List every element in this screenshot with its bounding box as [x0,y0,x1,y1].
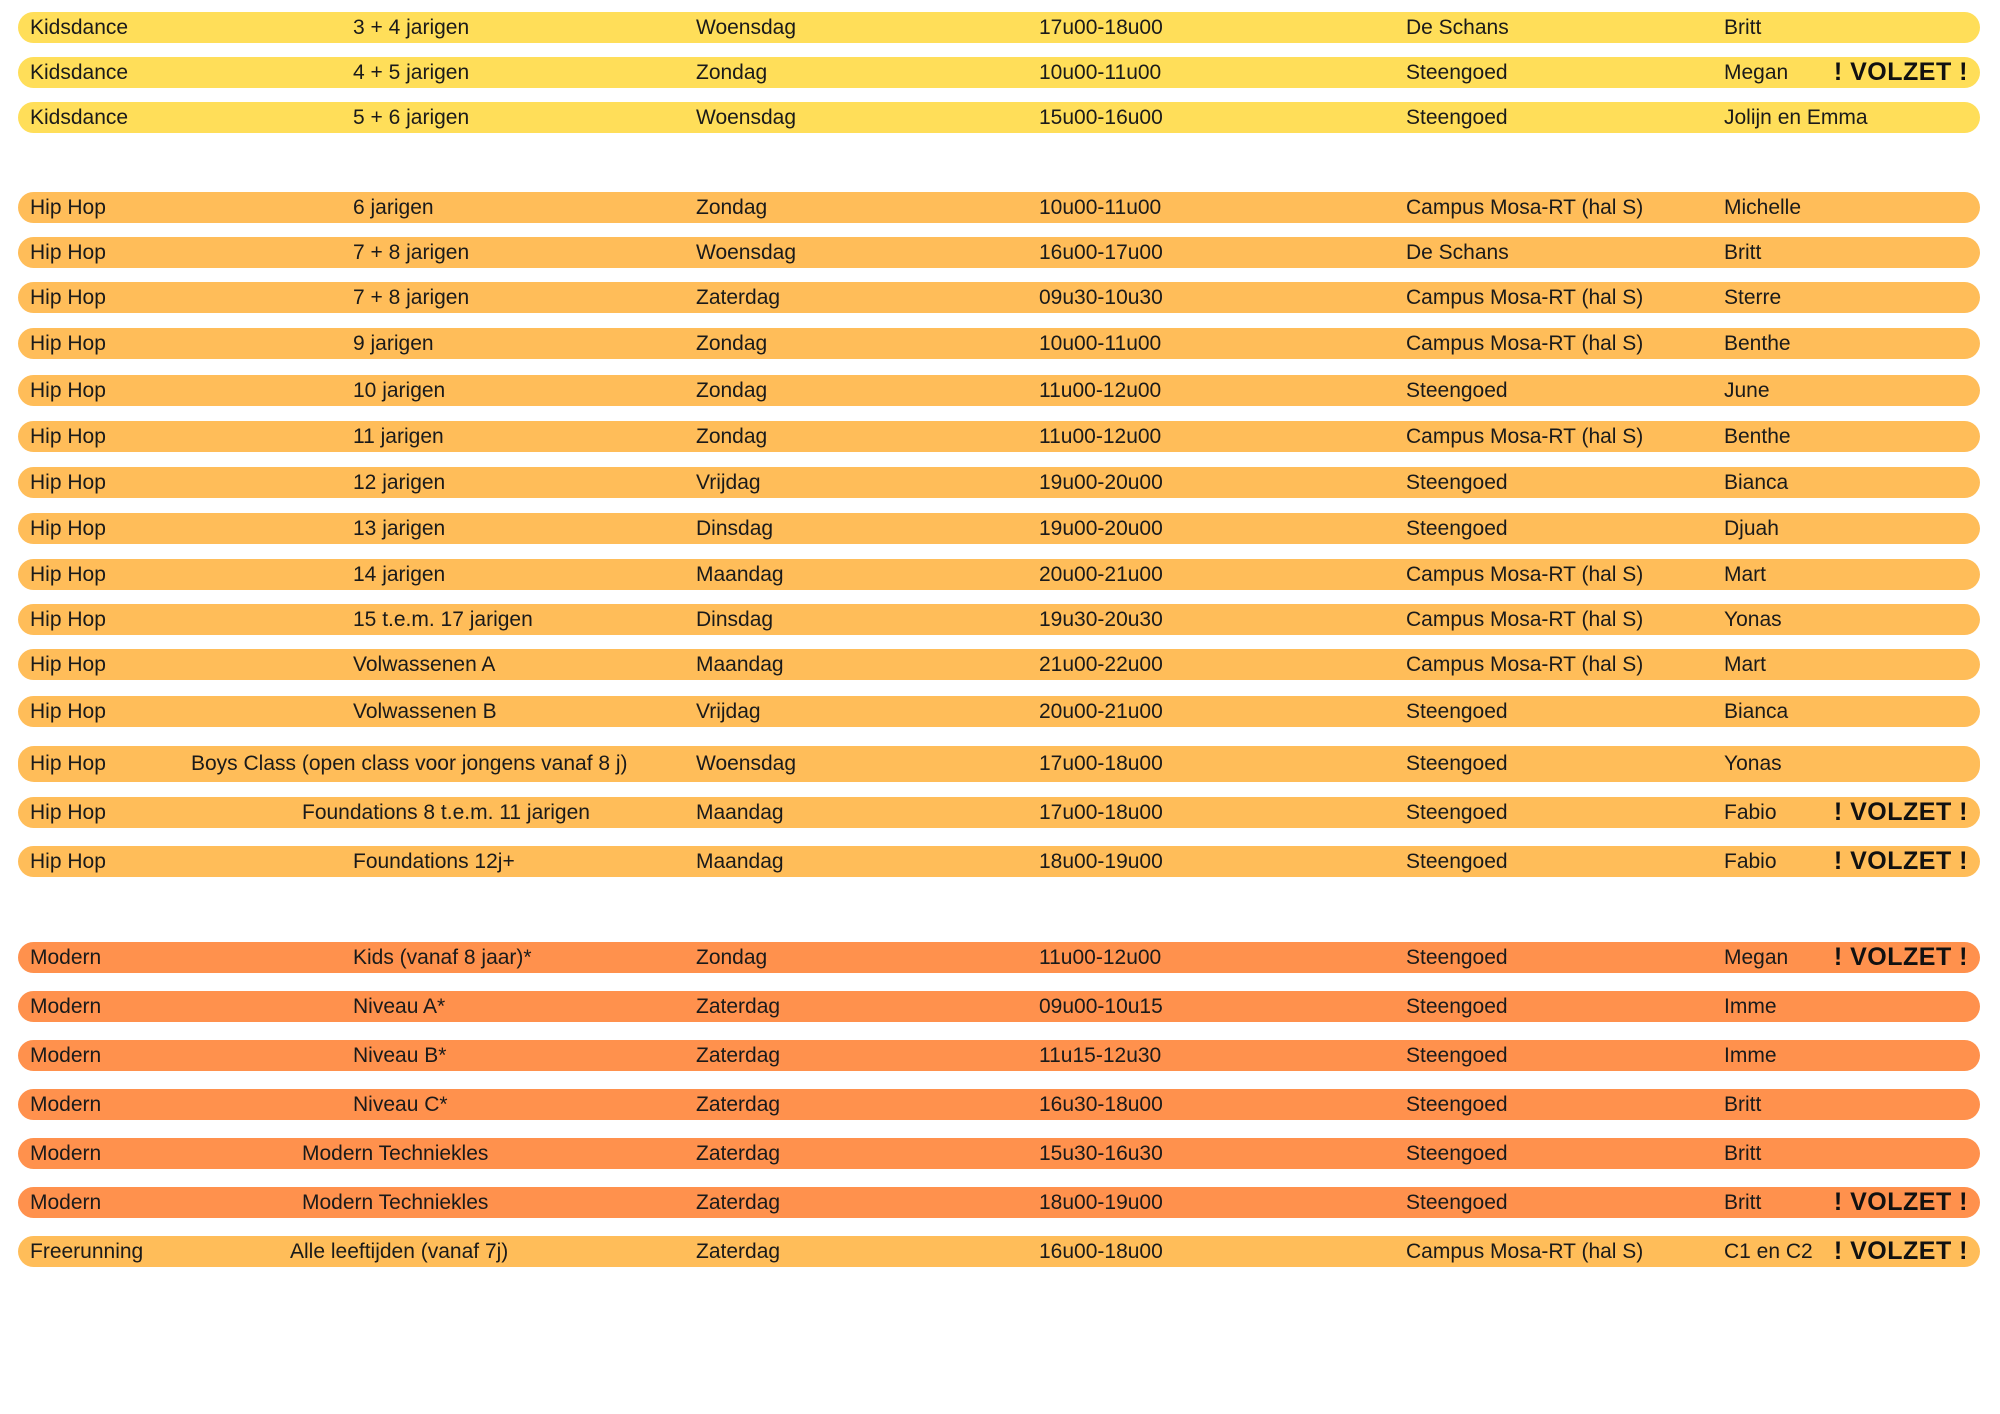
dance-style-cell: Kidsdance [30,106,129,129]
location-cell: Campus Mosa-RT (hal S) [1406,332,1644,355]
day-cell: Vrijdag [696,471,761,494]
location-cell: Campus Mosa-RT (hal S) [1406,425,1644,448]
time-cell: 18u00-19u00 [1039,850,1163,873]
schedule-row [18,282,1980,313]
day-cell: Zondag [696,61,768,84]
teacher-cell: Benthe [1724,425,1791,448]
day-cell: Dinsdag [696,608,774,631]
day-cell: Zaterdag [696,1093,781,1116]
location-cell: Campus Mosa-RT (hal S) [1406,563,1644,586]
dance-style-cell: Modern [30,1142,102,1165]
dance-style-cell: Hip Hop [30,653,106,676]
schedule-row [18,991,1980,1022]
full-badge: ! VOLZET ! [1833,1188,1968,1216]
day-cell: Zaterdag [696,286,781,309]
day-cell: Zaterdag [696,995,781,1018]
day-cell: Vrijdag [696,700,761,723]
time-cell: 15u30-16u30 [1039,1142,1163,1165]
age-group-cell: Modern Techniekles [302,1142,489,1165]
teacher-cell: Britt [1724,1142,1762,1165]
day-cell: Zaterdag [696,1240,781,1263]
full-badge: ! VOLZET ! [1833,847,1968,875]
time-cell: 20u00-21u00 [1039,700,1163,723]
age-group-cell: 7 + 8 jarigen [353,241,470,264]
location-cell: Steengoed [1406,106,1508,129]
teacher-cell: Yonas [1724,752,1782,775]
location-cell: De Schans [1406,16,1509,39]
age-group-cell: 3 + 4 jarigen [353,16,470,39]
teacher-cell: Mart [1724,653,1766,676]
teacher-cell: Britt [1724,16,1762,39]
age-group-cell: Foundations 12j+ [353,850,515,873]
location-cell: Steengoed [1406,471,1508,494]
teacher-cell: Imme [1724,995,1777,1018]
location-cell: Steengoed [1406,517,1508,540]
teacher-cell: Benthe [1724,332,1791,355]
age-group-cell: 15 t.e.m. 17 jarigen [353,608,533,631]
dance-style-cell: Hip Hop [30,241,106,264]
schedule-row [18,467,1980,498]
teacher-cell: Fabio [1724,801,1777,824]
schedule-row [18,57,1980,88]
time-cell: 11u15-12u30 [1039,1044,1162,1067]
location-cell: Steengoed [1406,995,1508,1018]
time-cell: 16u30-18u00 [1039,1093,1163,1116]
dance-style-cell: Hip Hop [30,379,106,402]
location-cell: Steengoed [1406,1142,1508,1165]
schedule-row [18,192,1980,223]
time-cell: 09u00-10u15 [1039,995,1163,1018]
schedule-row [18,513,1980,544]
age-group-cell: 9 jarigen [353,332,434,355]
time-cell: 19u30-20u30 [1039,608,1163,631]
teacher-cell: Bianca [1724,700,1789,723]
schedule-row [18,1187,1980,1218]
dance-style-cell: Hip Hop [30,286,106,309]
day-cell: Zondag [696,332,768,355]
schedule-row [18,1040,1980,1071]
location-cell: Steengoed [1406,1191,1508,1214]
teacher-cell: Britt [1724,1191,1762,1214]
dance-style-cell: Hip Hop [30,517,106,540]
day-cell: Woensdag [696,16,797,39]
time-cell: 20u00-21u00 [1039,563,1163,586]
day-cell: Maandag [696,563,784,586]
age-group-cell: 6 jarigen [353,196,434,219]
schedule-row [18,746,1980,782]
dance-style-cell: Hip Hop [30,332,106,355]
full-badge: ! VOLZET ! [1833,798,1968,826]
teacher-cell: Mart [1724,563,1766,586]
dance-style-cell: Kidsdance [30,61,129,84]
teacher-cell: Britt [1724,241,1762,264]
schedule-row [18,1089,1980,1120]
teacher-cell: Djuah [1724,517,1779,540]
schedule-row [18,12,1980,43]
age-group-cell: 10 jarigen [353,379,446,402]
location-cell: Steengoed [1406,700,1508,723]
teacher-cell: Megan [1724,61,1789,84]
day-cell: Maandag [696,850,784,873]
location-cell: Steengoed [1406,752,1508,775]
full-badge: ! VOLZET ! [1833,58,1968,86]
teacher-cell: Jolijn en Emma [1724,106,1868,129]
location-cell: Steengoed [1406,801,1508,824]
schedule-row [18,375,1980,406]
day-cell: Zondag [696,379,768,402]
day-cell: Woensdag [696,752,797,775]
age-group-cell: 7 + 8 jarigen [353,286,470,309]
location-cell: Campus Mosa-RT (hal S) [1406,196,1644,219]
time-cell: 09u30-10u30 [1039,286,1163,309]
teacher-cell: Imme [1724,1044,1777,1067]
time-cell: 11u00-12u00 [1039,379,1162,402]
time-cell: 10u00-11u00 [1039,61,1162,84]
age-group-cell: Alle leeftijden (vanaf 7j) [290,1240,509,1263]
age-group-cell: Volwassenen A [353,653,496,676]
dance-style-cell: Hip Hop [30,801,106,824]
location-cell: Steengoed [1406,61,1508,84]
schedule-row [18,237,1980,268]
schedule-row [18,559,1980,590]
location-cell: Campus Mosa-RT (hal S) [1406,608,1644,631]
age-group-cell: Volwassenen B [353,700,497,723]
time-cell: 16u00-17u00 [1039,241,1163,264]
location-cell: Steengoed [1406,1044,1508,1067]
day-cell: Zondag [696,425,768,448]
age-group-cell: Modern Techniekles [302,1191,489,1214]
teacher-cell: Bianca [1724,471,1789,494]
location-cell: Steengoed [1406,946,1508,969]
time-cell: 18u00-19u00 [1039,1191,1163,1214]
day-cell: Maandag [696,801,784,824]
time-cell: 15u00-16u00 [1039,106,1163,129]
age-group-cell: Niveau B* [353,1044,447,1067]
age-group-cell: 13 jarigen [353,517,446,540]
schedule-row [18,1236,1980,1267]
teacher-cell: Yonas [1724,608,1782,631]
teacher-cell: June [1724,379,1770,402]
dance-style-cell: Modern [30,995,102,1018]
teacher-cell: Fabio [1724,850,1777,873]
time-cell: 10u00-11u00 [1039,332,1162,355]
day-cell: Zaterdag [696,1044,781,1067]
full-badge: ! VOLZET ! [1833,943,1968,971]
age-group-cell: 12 jarigen [353,471,446,494]
schedule-row [18,797,1980,828]
schedule-row [18,942,1980,973]
time-cell: 17u00-18u00 [1039,16,1163,39]
schedule-row [18,846,1980,877]
schedule-row [18,1138,1980,1169]
location-cell: Steengoed [1406,1093,1508,1116]
dance-style-cell: Hip Hop [30,752,106,775]
dance-style-cell: Kidsdance [30,16,129,39]
teacher-cell: Megan [1724,946,1789,969]
day-cell: Woensdag [696,241,797,264]
age-group-cell: Niveau C* [353,1093,448,1116]
time-cell: 17u00-18u00 [1039,752,1163,775]
dance-style-cell: Hip Hop [30,471,106,494]
time-cell: 16u00-18u00 [1039,1240,1163,1263]
age-group-cell: 14 jarigen [353,563,446,586]
teacher-cell: C1 en C2 [1724,1240,1813,1263]
time-cell: 11u00-12u00 [1039,425,1162,448]
schedule-row [18,328,1980,359]
day-cell: Dinsdag [696,517,774,540]
teacher-cell: Michelle [1724,196,1802,219]
full-badge: ! VOLZET ! [1833,1237,1968,1265]
time-cell: 19u00-20u00 [1039,471,1163,494]
schedule-row [18,421,1980,452]
location-cell: Campus Mosa-RT (hal S) [1406,653,1644,676]
location-cell: Steengoed [1406,379,1508,402]
day-cell: Zaterdag [696,1142,781,1165]
dance-style-cell: Modern [30,946,102,969]
time-cell: 17u00-18u00 [1039,801,1163,824]
time-cell: 21u00-22u00 [1039,653,1163,676]
teacher-cell: Sterre [1724,286,1782,309]
schedule-row [18,649,1980,680]
location-cell: Campus Mosa-RT (hal S) [1406,286,1644,309]
age-group-cell: Niveau A* [353,995,446,1018]
dance-style-cell: Hip Hop [30,608,106,631]
dance-style-cell: Hip Hop [30,700,106,723]
age-group-cell: 11 jarigen [353,425,444,448]
dance-style-cell: Modern [30,1191,102,1214]
schedule-row [18,102,1980,133]
dance-style-cell: Modern [30,1044,102,1067]
dance-style-cell: Freerunning [30,1240,144,1263]
age-group-cell: 5 + 6 jarigen [353,106,470,129]
location-cell: Campus Mosa-RT (hal S) [1406,1240,1644,1263]
time-cell: 10u00-11u00 [1039,196,1162,219]
teacher-cell: Britt [1724,1093,1762,1116]
day-cell: Zondag [696,946,768,969]
dance-style-cell: Hip Hop [30,563,106,586]
location-cell: Steengoed [1406,850,1508,873]
dance-style-cell: Hip Hop [30,196,106,219]
age-group-cell: Boys Class (open class voor jongens vanaf 8 j) [191,752,628,775]
age-group-cell: Foundations 8 t.e.m. 11 jarigen [302,801,590,824]
day-cell: Woensdag [696,106,797,129]
schedule-row [18,696,1980,727]
day-cell: Zondag [696,196,768,219]
time-cell: 11u00-12u00 [1039,946,1162,969]
dance-style-cell: Modern [30,1093,102,1116]
age-group-cell: 4 + 5 jarigen [353,61,470,84]
time-cell: 19u00-20u00 [1039,517,1163,540]
dance-style-cell: Hip Hop [30,850,106,873]
schedule-row [18,604,1980,635]
day-cell: Maandag [696,653,784,676]
day-cell: Zaterdag [696,1191,781,1214]
location-cell: De Schans [1406,241,1509,264]
age-group-cell: Kids (vanaf 8 jaar)* [353,946,532,969]
dance-style-cell: Hip Hop [30,425,106,448]
